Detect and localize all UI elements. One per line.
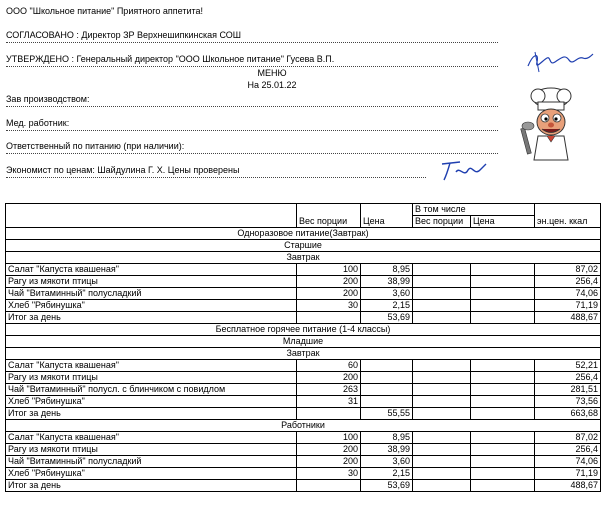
group-title: Старшие: [6, 240, 601, 252]
dish-weight: 60: [297, 360, 361, 372]
header-price: Цена: [361, 216, 413, 228]
table-row: [6, 360, 601, 372]
dish-sub-price: [471, 468, 535, 480]
dish-name: Чай "Витаминный" полусл. с блинчиком с повидлом: [6, 384, 297, 396]
dish-sub-weight: [413, 264, 471, 276]
dish-sub-price: [471, 396, 535, 408]
table-row: [6, 396, 601, 408]
economist-signature-icon: [438, 158, 488, 182]
section-title-row: [6, 228, 601, 240]
dish-kcal: 281,51: [535, 384, 601, 396]
dish-name: Хлеб "Рябинушка": [6, 468, 297, 480]
dish-weight: 200: [297, 372, 361, 384]
dish-price: [361, 360, 413, 372]
total-label: Итог за день: [6, 312, 297, 324]
dish-sub-price: [471, 384, 535, 396]
dish-sub-weight: [413, 432, 471, 444]
dish-sub-weight: [413, 372, 471, 384]
dish-price: 8,95: [361, 264, 413, 276]
dish-weight: 30: [297, 468, 361, 480]
total-weight: [297, 408, 361, 420]
dish-kcal: 74,06: [535, 288, 601, 300]
table-row: [6, 276, 601, 288]
total-kcal: 488,67: [535, 312, 601, 324]
dish-price: [361, 384, 413, 396]
responsible-line: Ответственный по питанию (при наличии):: [6, 141, 498, 154]
total-sub-price: [471, 312, 535, 324]
production-line: Зав производством:: [6, 94, 498, 107]
total-price: 53,69: [361, 480, 413, 492]
dish-name: Рагу из мякоти птицы: [6, 372, 297, 384]
total-sub-price: [471, 480, 535, 492]
dish-name: Хлеб "Рябинушка": [6, 300, 297, 312]
total-label: Итог за день: [6, 408, 297, 420]
dish-name: Рагу из мякоти птицы: [6, 276, 297, 288]
total-sub-weight: [413, 312, 471, 324]
table-row: [6, 432, 601, 444]
economist-line: Экономист по ценам: Шайдулина Г. Х. Цены проверены: [6, 165, 426, 178]
meal-title-row: [6, 348, 601, 360]
dish-sub-weight: [413, 456, 471, 468]
menu-date: На 25.01.22: [247, 80, 297, 90]
menu-table: [5, 203, 601, 492]
section-title: Одноразовое питание(Завтрак): [6, 228, 601, 240]
dish-weight: 30: [297, 300, 361, 312]
meal-title: Завтрак: [6, 348, 601, 360]
group-title: Работники: [6, 420, 601, 432]
table-row: [6, 264, 601, 276]
dish-sub-price: [471, 372, 535, 384]
org-line: ООО "Школьное питание" Приятного аппетита!: [6, 6, 204, 16]
total-price: 53,69: [361, 312, 413, 324]
dish-name: Чай "Витаминный" полусладкий: [6, 456, 297, 468]
dish-sub-weight: [413, 384, 471, 396]
table-row: [6, 444, 601, 456]
dish-kcal: 52,21: [535, 360, 601, 372]
dish-kcal: 87,02: [535, 432, 601, 444]
dish-sub-price: [471, 456, 535, 468]
total-weight: [297, 312, 361, 324]
dish-sub-weight: [413, 468, 471, 480]
dish-sub-weight: [413, 288, 471, 300]
dish-sub-price: [471, 360, 535, 372]
dish-weight: 100: [297, 432, 361, 444]
dish-price: 38,99: [361, 444, 413, 456]
total-row: [6, 312, 601, 324]
total-row: [6, 480, 601, 492]
dish-price: 2,15: [361, 300, 413, 312]
medic-line: Мед. работник:: [6, 118, 498, 131]
table-row: [6, 288, 601, 300]
table-row: [6, 384, 601, 396]
group-title: Младшие: [6, 336, 601, 348]
table-row: [6, 300, 601, 312]
menu-title: МЕНЮ: [257, 68, 287, 78]
dish-sub-price: [471, 300, 535, 312]
dish-sub-price: [471, 444, 535, 456]
dish-price: 3,60: [361, 288, 413, 300]
total-sub-weight: [413, 408, 471, 420]
total-sub-price: [471, 408, 535, 420]
dish-weight: 31: [297, 396, 361, 408]
dish-name: Рагу из мякоти птицы: [6, 444, 297, 456]
dish-sub-price: [471, 264, 535, 276]
dish-kcal: 256,4: [535, 276, 601, 288]
section-title: Бесплатное горячее питание (1-4 классы): [6, 324, 601, 336]
meal-title-row: [6, 252, 601, 264]
group-title-row: [6, 240, 601, 252]
total-kcal: 488,67: [535, 480, 601, 492]
table-header-row-2: [6, 216, 601, 228]
table-row: [6, 456, 601, 468]
dish-price: [361, 396, 413, 408]
section-title-row: [6, 324, 601, 336]
table-row: [6, 468, 601, 480]
total-sub-weight: [413, 480, 471, 492]
dish-price: 8,95: [361, 432, 413, 444]
dish-name: Хлеб "Рябинушка": [6, 396, 297, 408]
dish-sub-weight: [413, 360, 471, 372]
dish-sub-price: [471, 432, 535, 444]
dish-sub-weight: [413, 444, 471, 456]
dish-weight: 263: [297, 384, 361, 396]
total-kcal: 663,68: [535, 408, 601, 420]
dish-kcal: 256,4: [535, 372, 601, 384]
dish-kcal: 71,19: [535, 300, 601, 312]
dish-kcal: 256,4: [535, 444, 601, 456]
dish-weight: 200: [297, 456, 361, 468]
dish-sub-price: [471, 288, 535, 300]
dish-price: 2,15: [361, 468, 413, 480]
dish-price: 38,99: [361, 276, 413, 288]
table-row: [6, 372, 601, 384]
approved-line: УТВЕРЖДЕНО : Генеральный директор "ООО Школьное питание" Гусева В.П.: [6, 54, 498, 67]
dish-price: [361, 372, 413, 384]
header-sub-weight: Вес порции: [413, 216, 471, 228]
header-name-cell: [6, 204, 297, 216]
dish-sub-price: [471, 276, 535, 288]
total-row: [6, 408, 601, 420]
header-energy: эн.цен. ккал: [535, 216, 601, 228]
dish-kcal: 73,56: [535, 396, 601, 408]
dish-sub-weight: [413, 396, 471, 408]
agreed-line: СОГЛАСОВАНО : Директор ЗР Верхнешипкинская СОШ: [6, 30, 498, 43]
header-including: В том числе: [413, 204, 535, 216]
table-header-row-1: [6, 204, 601, 216]
dish-weight: 200: [297, 444, 361, 456]
dish-name: Салат "Капуста квашеная": [6, 264, 297, 276]
director-signature-icon: [525, 48, 595, 76]
dish-kcal: 71,19: [535, 468, 601, 480]
dish-weight: 200: [297, 288, 361, 300]
total-label: Итог за день: [6, 480, 297, 492]
meal-title: Завтрак: [6, 252, 601, 264]
dish-sub-weight: [413, 276, 471, 288]
chef-mascot-icon: [520, 84, 582, 164]
dish-price: 3,60: [361, 456, 413, 468]
dish-name: Чай "Витаминный" полусладкий: [6, 288, 297, 300]
header-weight: Вес порции: [297, 216, 361, 228]
dish-name: Салат "Капуста квашеная": [6, 360, 297, 372]
dish-kcal: 87,02: [535, 264, 601, 276]
group-title-row: [6, 336, 601, 348]
total-price: 55,55: [361, 408, 413, 420]
dish-kcal: 74,06: [535, 456, 601, 468]
total-weight: [297, 480, 361, 492]
header-sub-price: Цена: [471, 216, 535, 228]
dish-weight: 100: [297, 264, 361, 276]
dish-name: Салат "Капуста квашеная": [6, 432, 297, 444]
dish-weight: 200: [297, 276, 361, 288]
group-title-row: [6, 420, 601, 432]
dish-sub-weight: [413, 300, 471, 312]
